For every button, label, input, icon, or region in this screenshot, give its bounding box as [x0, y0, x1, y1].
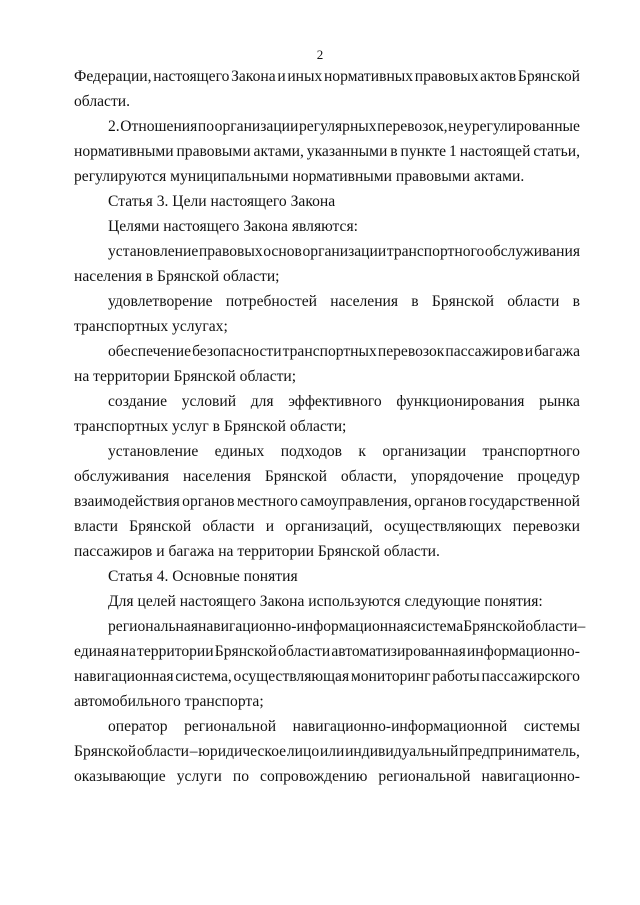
paragraph [74, 614, 586, 714]
page-number: 2 [316, 47, 324, 62]
paragraph [74, 339, 580, 389]
text-line: на территории Брянской области; [74, 368, 297, 385]
text-line: удовлетворение потребностей населения в Брянской области в [108, 293, 580, 310]
text-line: Целями настоящего Закона являются: [108, 218, 358, 235]
text-line: населения в Брянской области; [74, 268, 280, 285]
text-line: региональная навигационно-информационная система Брянской области – [108, 618, 586, 635]
paragraph [74, 239, 580, 289]
text-line: создание условий для эффективного функционирования рынка [108, 393, 580, 410]
paragraph [74, 439, 580, 564]
paragraph [74, 589, 580, 614]
paragraph [74, 389, 580, 439]
text-line: пассажиров и багажа на территории Брянской области. [74, 543, 440, 560]
text-line: навигационная система, осуществляющая мониторинг работы пассажирского [74, 668, 580, 685]
text-line: власти Брянской области и организаций, осуществляющих перевозки [74, 518, 580, 535]
text-line: единая на территории Брянской области автоматизированная информационно- [74, 643, 580, 660]
paragraph [74, 714, 580, 789]
text-line: Статья 4. Основные понятия [108, 568, 298, 585]
article-heading [74, 189, 580, 214]
paragraph [74, 114, 580, 189]
text-line: Для целей настоящего Закона используются следующие понятия: [108, 593, 543, 610]
text-line: регулируются муниципальными нормативными правовыми актами. [74, 168, 525, 185]
text-line: нормативными правовыми актами, указанными в пункте 1 настоящей статьи, [74, 143, 580, 160]
text-line: взаимодействия органов местного самоуправления, органов государственной [74, 493, 580, 510]
article-heading [74, 564, 580, 589]
text-line: транспортных услуг в Брянской области; [74, 418, 347, 435]
text-line: установление правовых основ организации транспортного обслуживания [108, 243, 580, 260]
text-line: Федерации, настоящего Закона и иных нормативных правовых актов Брянской [74, 68, 580, 85]
text-line: 2. Отношения по организации регулярных перевозок, не урегулированные [108, 118, 580, 135]
text-line: Брянской области – юридическое лицо или индивидуальный предприниматель, [74, 743, 580, 760]
text-line: оказывающие услуги по сопровождению региональной навигационно- [74, 768, 580, 785]
text-line: обслуживания населения Брянской области, упорядочение процедур [74, 468, 580, 485]
paragraph [74, 289, 580, 339]
document-body [74, 64, 586, 789]
text-line: установление единых подходов к организации транспортного [108, 443, 580, 460]
paragraph [74, 214, 580, 239]
text-line: обеспечение безопасности транспортных перевозок пассажиров и багажа [108, 343, 580, 360]
paragraph [74, 64, 580, 114]
text-line: оператор региональной навигационно-информационной системы [108, 718, 580, 735]
text-line: транспортных услугах; [74, 318, 228, 335]
text-line: области. [74, 93, 131, 110]
text-line: автомобильного транспорта; [74, 693, 264, 710]
text-line: Статья 3. Цели настоящего Закона [108, 193, 336, 210]
